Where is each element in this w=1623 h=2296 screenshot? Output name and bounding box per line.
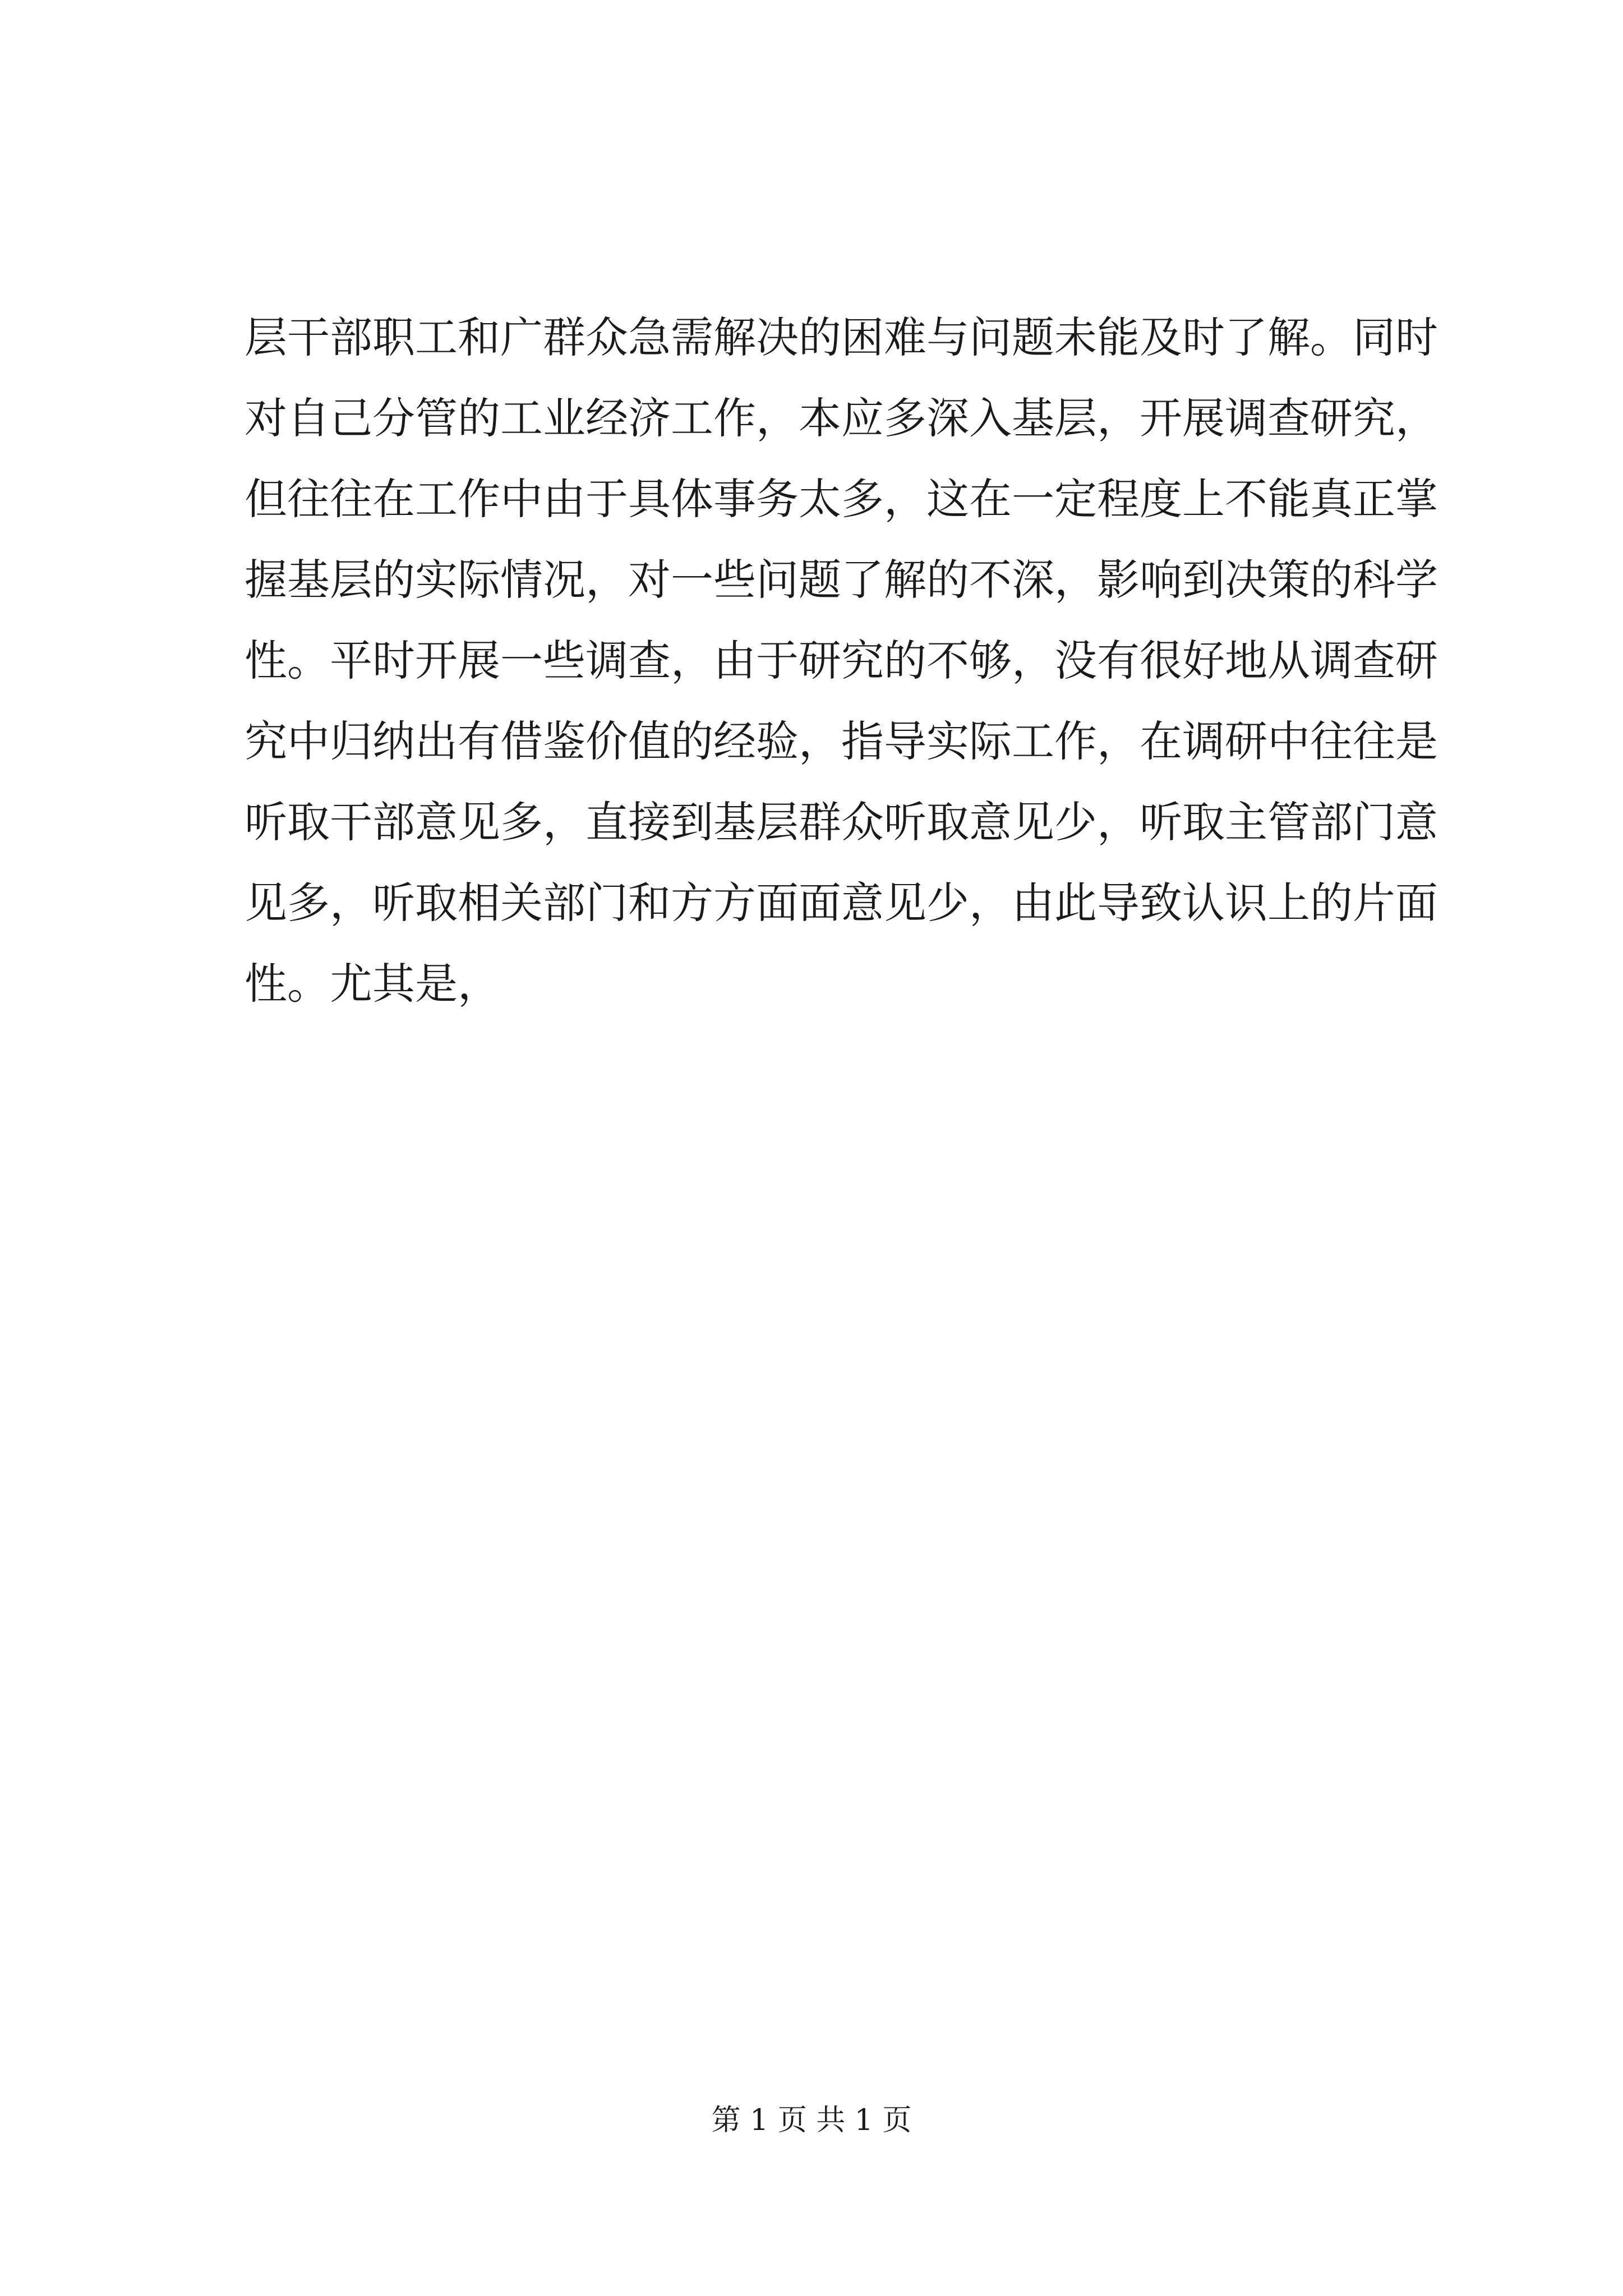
- text-line: 性。平时开展一些调查，由于研究的不够，没有很好地从调查研: [245, 636, 1438, 685]
- body-paragraph: [245, 297, 1438, 1024]
- page-number: 第 1 页 共 1 页: [711, 2104, 912, 2137]
- text-line: 性。尤其是，: [245, 959, 500, 1009]
- text-line: 听取干部意见多，直接到基层群众听取意见少，听取主管部门意: [245, 797, 1438, 847]
- text-line: 握基层的实际情况，对一些问题了解的不深，影响到决策的科学: [245, 555, 1438, 605]
- text-line: 层干部职工和广群众急需解决的困难与问题未能及时了解。同时: [245, 312, 1438, 362]
- text-line: 究中归纳出有借鉴价值的经验，指导实际工作，在调研中往往是: [245, 716, 1438, 766]
- text-line: 见多，听取相关部门和方方面面意见少，由此导致认识上的片面: [245, 878, 1438, 928]
- text-line: 但往往在工作中由于具体事务太多，这在一定程度上不能真正掌: [245, 474, 1438, 524]
- text-line: 对自己分管的工业经济工作，本应多深入基层，开展调查研究，: [245, 393, 1438, 443]
- page-footer: [0, 2098, 1623, 2143]
